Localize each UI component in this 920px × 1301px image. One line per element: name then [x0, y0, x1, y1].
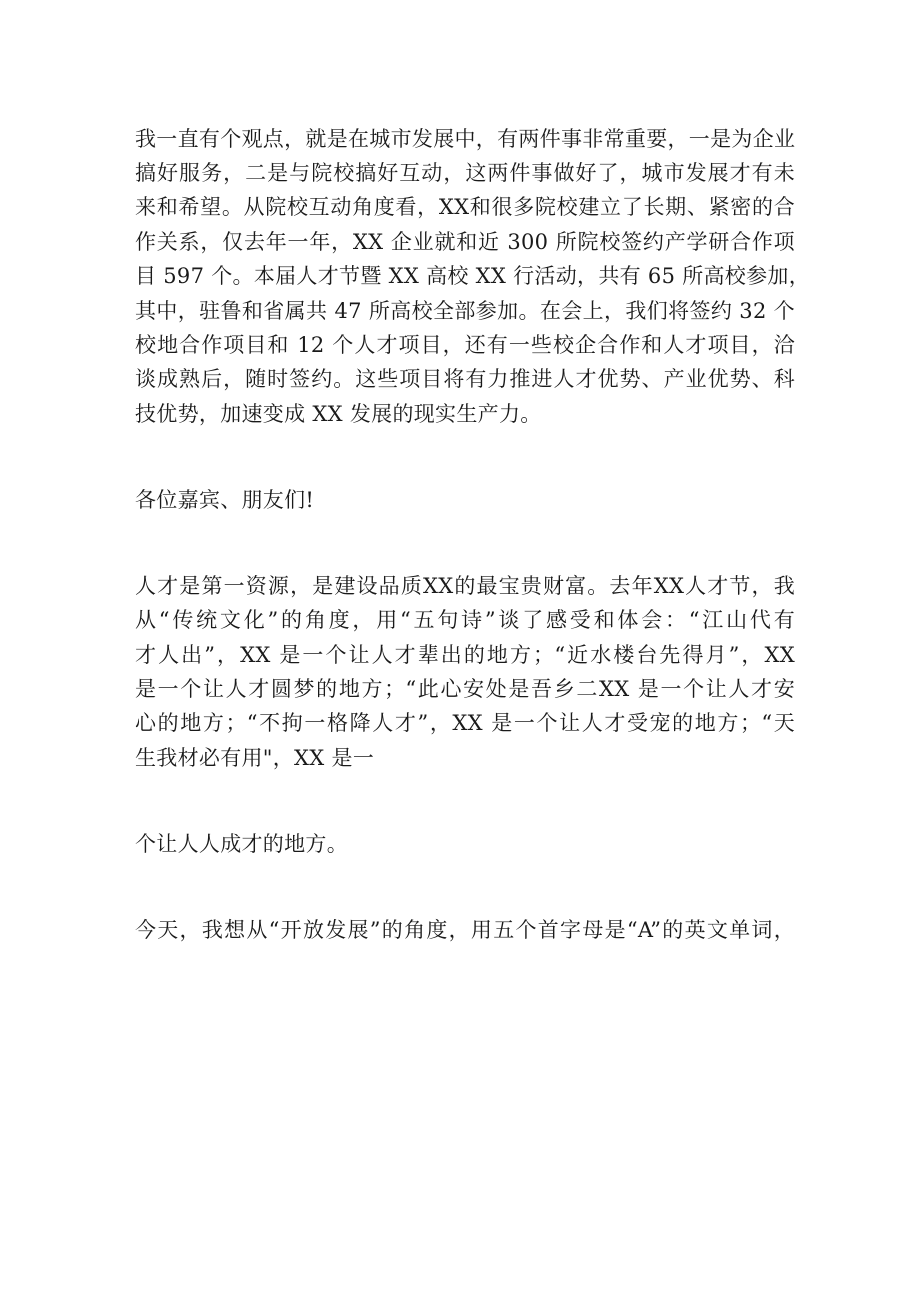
paragraph-3: 个让人人成才的地方。	[135, 832, 348, 856]
paragraph-2-line-1: 人才是第一资源，是建设品质XX的最宝贵财富。去年XX人才节，我	[135, 574, 795, 598]
paragraph-1-line-6: 其中，驻鲁和省属共 47 所高校全部参加。在会上，我们将签约 32 个	[135, 299, 795, 323]
paragraph-1-line-8: 谈成熟后，随时签约。这些项目将有力推进人才优势、产业优势、科	[135, 367, 795, 391]
paragraph-4: 今天，我想从“开放发展”的角度，用五个首字母是“A”的英文单词，	[135, 918, 795, 942]
paragraph-2-line-4: 是一个让人才圆梦的地方；“此心安处是吾乡二XX 是一个让人才安	[135, 677, 795, 701]
paragraph-2-line-3: 才人出”，XX 是一个让人才辈出的地方；“近水楼台先得月”，XX	[135, 643, 795, 667]
paragraph-2-line-5: 心的地方；“不拘一格降人才”，XX 是一个让人才受宠的地方；“天	[135, 711, 795, 735]
paragraph-1-line-3: 来和希望。从院校互动角度看，XX和很多院校建立了长期、紧密的合	[135, 195, 795, 219]
salutation: 各位嘉宾、朋友们!	[135, 488, 315, 512]
paragraph-1-line-7: 校地合作项目和 12 个人才项目，还有一些校企合作和人才项目，洽	[135, 333, 795, 357]
paragraph-2-line-2: 从“传统文化”的角度，用“五句诗”谈了感受和体会：“江山代有	[135, 608, 795, 632]
paragraph-1-line-4: 作关系，仅去年一年，XX 企业就和近 300 所院校签约产学研合作项	[135, 230, 795, 254]
paragraph-1-line-2: 搞好服务，二是与院校搞好互动，这两件事做好了，城市发展才有未	[135, 161, 795, 185]
paragraph-1-line-5: 目 597 个。本届人才节暨 XX 高校 XX 行活动，共有 65 所高校参加，	[135, 264, 811, 288]
paragraph-2-line-6: 生我材必有用"，XX 是一	[135, 746, 375, 770]
paragraph-1-line-9: 技优势，加速变成 XX 发展的现实生产力。	[135, 402, 542, 426]
paragraph-1-line-1: 我一直有个观点，就是在城市发展中，有两件事非常重要，一是为企业	[135, 127, 796, 151]
